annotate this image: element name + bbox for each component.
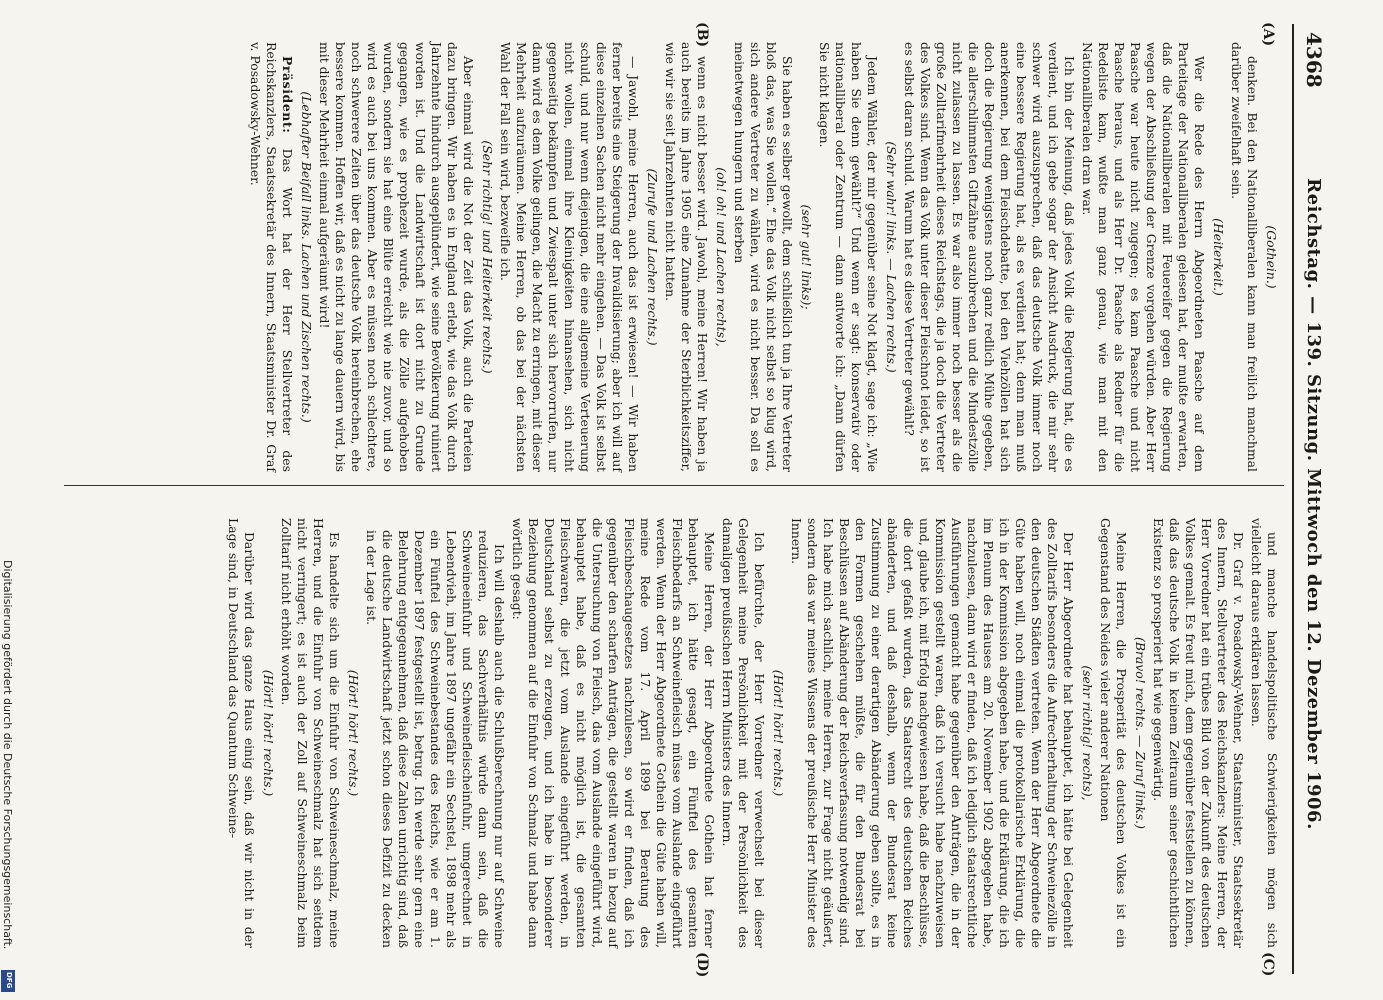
header-rule (1292, 24, 1294, 974)
margin-mark-d: (D) (694, 952, 710, 978)
speaker-label: Präsident: (280, 56, 295, 134)
paragraph: Aber einmal wird die Not der Zeit das Volk, auch die Parteien dazu bringen. Wir haben es in England erlebt, wie das Volk durch Jahrzehnte hindurch ausgeplündert, wie seine Bevölkerung ruiniert worden ist. Und die Landwirtschaft ist dort nicht zu Grunde gegangen, wie es prophezeit wurde, als die Zölle aufgehoben wurden, sondern sie hat eine Blüte erreicht wie nie zuvor, und so wird es auch bei uns kommen. Aber es müssen noch schlechtere, noch schwerere Zeiten über das deutsche Volk hereinbrechen, ehe bessere kommen. Hoffen wir, daß es nicht zu lange dauern wird, bis mit dieser Mehrheit einmal aufgeräumt wird! (317, 42, 476, 472)
paragraph: wenn es nicht besser wird. Jawohl, meine Herren! Wir haben ja auch bereits im Jahre 1905 eine Zunahme der Sterblichkeitsziffer, wie wir sie seit Jahrzehnten nicht hatten. (663, 42, 710, 472)
paragraph: Jedem Wähler, der mir gegenüber seine Not klagt, sage ich: „Wie haben Sie denn gewählt?“ Und wenn er sagt: konservativ oder nationalliberal oder Zentrum — dann antworte ich: „Dann dürfen Sie nicht klagen. (817, 42, 880, 472)
interjection: (oh! oh! und Lachen rechts), (714, 167, 729, 347)
interjection: (Lebhafter Beifall links. Lachen und Zischen rechts.) (299, 91, 314, 423)
running-header: Reichstag. — 139. Sitzung. Mittwoch den 12. Dezember 1906. (1303, 178, 1324, 830)
paragraph: Meine Herren, die Prosperität des deutschen Volkes ist ein Gegenstand des Neides vieler anderer Nationen (1098, 518, 1129, 948)
digitization-credit: Digitalisierung gefördert durch die Deutsche Forschungsgemeinschaft. (1, 560, 14, 950)
right-text-column (223, 518, 1280, 948)
paragraph: Ich befürchte, der Herr Vorredner verwechselt bei dieser Gelegenheit meine Persönlichkeit mit der Persönlichkeit des damaligen preußischen Herrn Ministers des Innern. (720, 518, 767, 948)
quoted-paragraph: Ich will deshalb auch die Schlußberechnung nur auf Schweine reduzieren, das Sachverhältnis würde dann sein, daß die Schweineeinfuhr und Schweinefleischeinfuhr, umgerechnet in Lebendvieh, im Jahre 1897 ungefähr ein Sechstel, 1898 mehr als ein Fünftel des Schweinebestandes des Reichs, wie er am 1. Dezember 1897 festgestellt ist, betrug. Ich werde sehr gern eine Belehrung entgegennehmen, daß diese Zahlen unrichtig sind, daß die deutsche Landwirtschaft jetzt schon dieses Defizit zu decken in der Lage ist. (364, 530, 507, 948)
interjection: (Sehr wahr! links. — Lachen rechts.) (884, 141, 899, 373)
paragraph: Meine Herren, der Herr Abgeordnete Gothein hat ferner behauptet, ich hätte gesagt, ein Fünftel des gesamten Fleischbedarfs an Schweinefleisch müsse vom Auslande eingeführt werden. Wenn der Herr Abgeordnete Gothein die Güte haben will, meine Rede vom 17. April 1899 bei Beratung des Fleischbeschaugesetzes nachzulesen, so wird er finden, daß ich gegenüber den scharfen Anträgen, die gestellt waren in bezug auf die Untersuchung von Fleisch, das vom Auslande eingeführt wird, behauptet habe, daß es nicht möglich ist, die gesamten Fleischwaren, die jetzt vom Auslande eingeführt werden, in Deutschland selbst zu erzeugen, und ich habe in besonderer Beziehung genommen auf die Einfuhr von Schmalz und habe dann wörtlich gesagt: (510, 518, 717, 948)
speaker-paragraph (247, 42, 295, 472)
interjection: (Gothein.) (1264, 225, 1279, 289)
interjection: (sehr richtig! rechts), (1080, 665, 1095, 801)
paragraph: Es handelte sich um die Einfuhr von Schweineschmalz, meine Herren, und die Einfuhr von Schweineschmalz hat sich seitdem nicht verringert; es ist auch der Zoll auf Schweineschmalz beim Zolltarif nicht erhöht worden. (279, 518, 342, 948)
margin-mark-b: (B) (694, 22, 710, 48)
paragraph: Ich bin der Meinung, daß jedes Volk die Regierung hat, die es verdient, und ich gebe sogar der Ansicht Ausdruck, die mir sehr schwer wird auszusprechen, daß das deutsche Volk immer noch eine bessere Regierung hat, als es verdient hat; denn man muß anerkennen, bei dem Fleischdebatte, bei den Viehzöllen hat sich doch die Regierung wenigstens noch ganz redlich Mühe gegeben, die allerschlimmsten Giftzähne auszubrechen und die Mindestzölle nicht zulassen zu lassen. Es war also immer noch besser als die große Zolltarifmehrheit dieses Reichstags, die ja doch die Vertreter des Volkes sind. Wenn das Volk unter dieser Fleischnot leidet, so ist es selbst daran schuld. Warum hat es diese Vertreter gewählt? (902, 42, 1077, 472)
paragraph: und manche handelspolitische Schwierigkeiten mögen sich vielleicht daraus erklären lassen. (1249, 518, 1280, 948)
paragraph: denken. Bei den Nationalliberalen kann man freilich manchmal darüber zweifelhaft sein. (1229, 42, 1260, 472)
speaker-text: Das Wort hat der Herr Stellvertreter des Reichskanzlers, Staatssekretär des Innern, Staatsminister Dr. Graf v. Posadowsky-Wehner. (248, 42, 295, 472)
footer-credit-strip (2, 560, 16, 990)
paragraph: — Jawohl, meine Herren, auch das ist erwiesen! — Wir haben ferner bereits eine Steigerung der Invalidisierung; aber ich will auf diese einzelnen Sachen nicht mehr eingehen. — Das Volk ist selbst schuld, und nur wenn diejenigen, die eine allgemeine Verteuerung nicht wollen, einmal ihre Kleinigkeiten hinansehen, sich nicht gegenseitig bekämpfen und Zwiespalt unter sich hervorrufen, nur dann wird es dem Volke gelingen, die Macht zu erringen, mit dieser Mehrheit aufzuräumen. Meine Herren, ob das bei der nächsten Wahl der Fall sein wird, bezweifle ich. (498, 42, 641, 472)
paragraph: Darüber wird das ganze Haus einig sein, daß wir nicht in der Lage sind, in Deutschland das Quantum Schweine- (226, 518, 257, 948)
margin-mark-a: (A) (1260, 22, 1276, 47)
interjection: (Zurufe und Lachen rechts.) (645, 168, 660, 346)
interjection: (sehr gut! links); (799, 204, 814, 310)
paragraph: Wer die Rede des Herrn Abgeordneten Paasche auf dem Parteitage der Nationalliberalen gelesen hat, der mußte erwarten, daß die Nationalliberalen mit Feuereifer gegen die Regierung wegen der Abschließung der Grenze vorgehen würden. Aber Herr Paasche war heute nicht zugegen; es kam Paasche und nicht Paasche heraus, und als Herr Dr. Paasche als Redner für die Redeliste kam, wußte man ganz genau, wie man mit den Nationalliberalen dran war. (1080, 42, 1207, 472)
margin-mark-c: (C) (1260, 952, 1276, 977)
dfg-logo (1, 970, 15, 992)
dfg-logo-text: DFG (5, 972, 13, 989)
page-number: 4368 (1302, 32, 1326, 88)
interjection: (Hört! hört! rechts.) (771, 669, 786, 797)
paragraph: Sie haben es selber gewollt, dem schließlich tun ja Ihre Vertreter bloß das, was Sie wollen.“ Ehe das Volk nicht selbst so klug wird, sich andere Vertreter zu wählen, wird es nicht besser. Da soll es meinetwegen hungern und sterben (732, 42, 795, 472)
interjection: (Heiterkeit.) (1211, 218, 1226, 296)
paragraph: Der Herr Abgeordnete hat behauptet, ich hätte bei Gelegenheit des Zolltarifs besonders die Aufrechterhaltung der Schweinezölle in den deutschen Städten vertreten. Wenn der Herr Abgeordnete die Güte haben will, noch einmal die protokollarische Erklärung, die ich in der Kommission abgegeben habe, und die Erklärung, die ich im Plenum des Hauses am 20. November 1902 abgegeben habe, nachzulesen, dann wird er finden, daß ich lediglich staatsrechtliche Ausführungen gemacht habe gegenüber den Anträgen, die in der Kommission gestellt waren, daß ich versucht habe nachzuweisen und, glaube ich, mit Erfolg nachgewiesen habe, daß die Beschlüsse, die dort gefaßt wurden, das Staatsrecht des deutschen Reiches abänderten, und daß deshalb, wenn der Bundesrat keine Zustimmung zu einer derartigen Abänderung geben sollte, es in den Formen geschehen müßte, die für den Bundesrat bei Beschlüssen auf Abänderung der Reichsverfassung notwendig sind. Ich habe mich sachlich, meine Herren, zur Frage nicht geäußert, sondern das war meines Wissens der preußische Herr Minister des Innern. (789, 518, 1076, 948)
rotated-page-content (40, 14, 1330, 986)
paragraph: Dr. Graf v. Posadowsky-Wehner, Staatsminister, Staatssekretär des Innern, Stellvertreter des Reichskanzlers: Meine Herren, der Herr Vorredner hat ein trübes Bild von der Zukunft des deutschen Volkes gemalt. Es freut mich, dem gegenüber feststellen zu können, daß das deutsche Volk in keinem Zeitraum seiner geschichtlichen Existenz so prosperiert hat wie gegenwärtig. (1151, 518, 1246, 948)
interjection: (Hört! hört! rechts.) (261, 669, 276, 797)
left-text-column (245, 42, 1280, 472)
interjection: (Sehr richtig! und Heiterkeit rechts.) (480, 140, 495, 374)
interjection: (Hört! hört! rechts.) (346, 669, 361, 797)
column-divider (64, 485, 1284, 486)
interjection: (Bravo! rechts. — Zuruf links.) (1133, 637, 1148, 829)
